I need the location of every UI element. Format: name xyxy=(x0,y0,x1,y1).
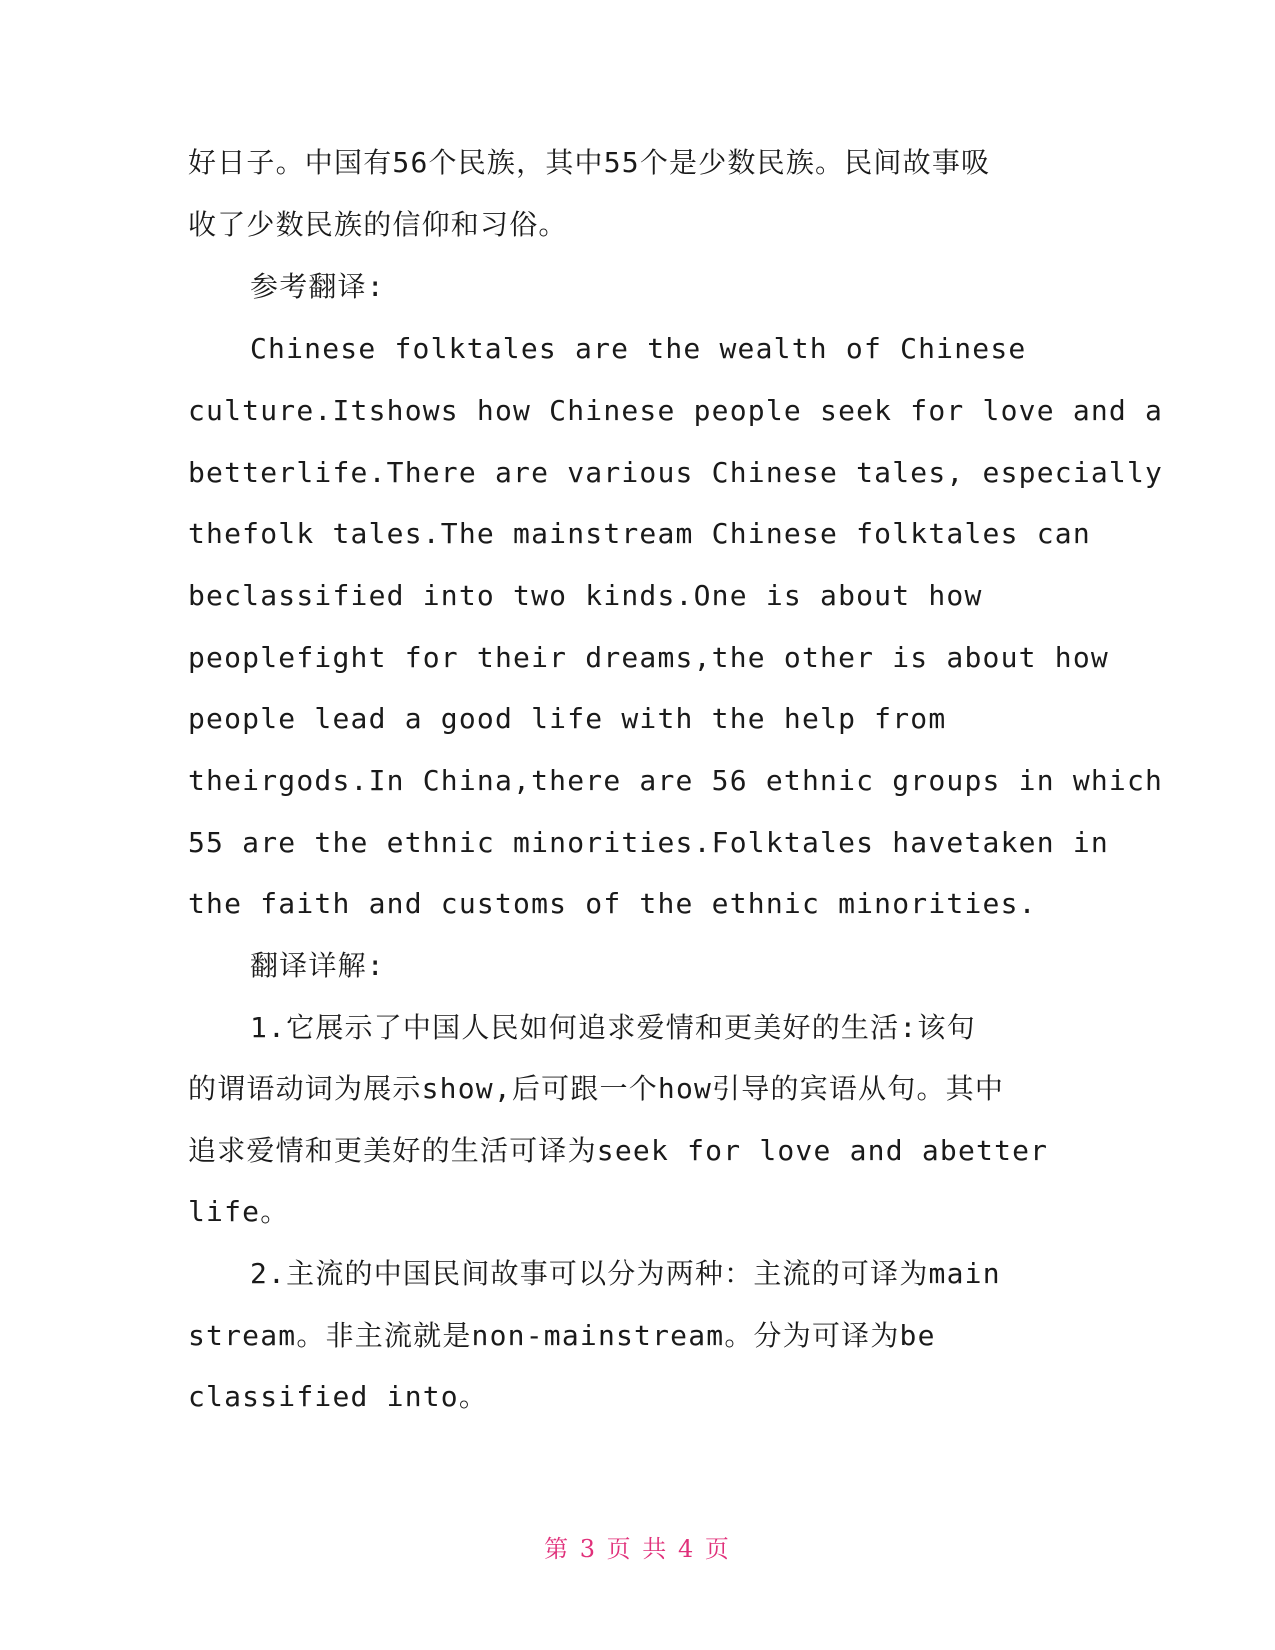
text-line: the faith and customs of the ethnic minorities. xyxy=(188,887,1037,920)
text-line: culture.Itshows how Chinese people seek for love and a xyxy=(188,394,1164,427)
text-line: people lead a good life with the help from xyxy=(188,702,947,735)
text-line: classified into。 xyxy=(188,1380,489,1413)
text-line: beclassified into two kinds.One is about how xyxy=(188,579,983,612)
text-line: 55 are the ethnic minorities.Folktales havetaken in xyxy=(188,826,1109,859)
text-line: peoplefight for their dreams,the other is about how xyxy=(188,641,1109,674)
page-number-footer: 第 3 页 共 4 页 xyxy=(544,1535,731,1563)
text-line: 2.主流的中国民间故事可以分为两种：主流的可译为main xyxy=(250,1257,1001,1290)
text-line: Chinese folktales are the wealth of Chinese xyxy=(250,332,1027,365)
text-line: stream。非主流就是non-mainstream。分为可译为be xyxy=(188,1319,936,1352)
text-line: 的谓语动词为展示show,后可跟一个how引导的宾语从句。其中 xyxy=(188,1072,1005,1105)
section-heading-reference-translation: 参考翻译: xyxy=(250,270,385,303)
text-line: 好日子。中国有56个民族，其中55个是少数民族。民间故事吸 xyxy=(188,146,991,179)
text-line: life。 xyxy=(188,1195,290,1228)
text-line: 追求爱情和更美好的生活可译为seek for love and abetter xyxy=(188,1134,1049,1167)
section-heading-translation-details: 翻译详解: xyxy=(250,949,385,982)
text-line: 1.它展示了中国人民如何追求爱情和更美好的生活:该句 xyxy=(250,1011,976,1044)
text-line: 收了少数民族的信仰和习俗。 xyxy=(188,208,568,241)
text-line: thefolk tales.The mainstream Chinese folktales can xyxy=(188,517,1091,550)
text-line: theirgods.In China,there are 56 ethnic groups in which xyxy=(188,764,1164,797)
text-line: betterlife.There are various Chinese tales, especially xyxy=(188,456,1164,489)
